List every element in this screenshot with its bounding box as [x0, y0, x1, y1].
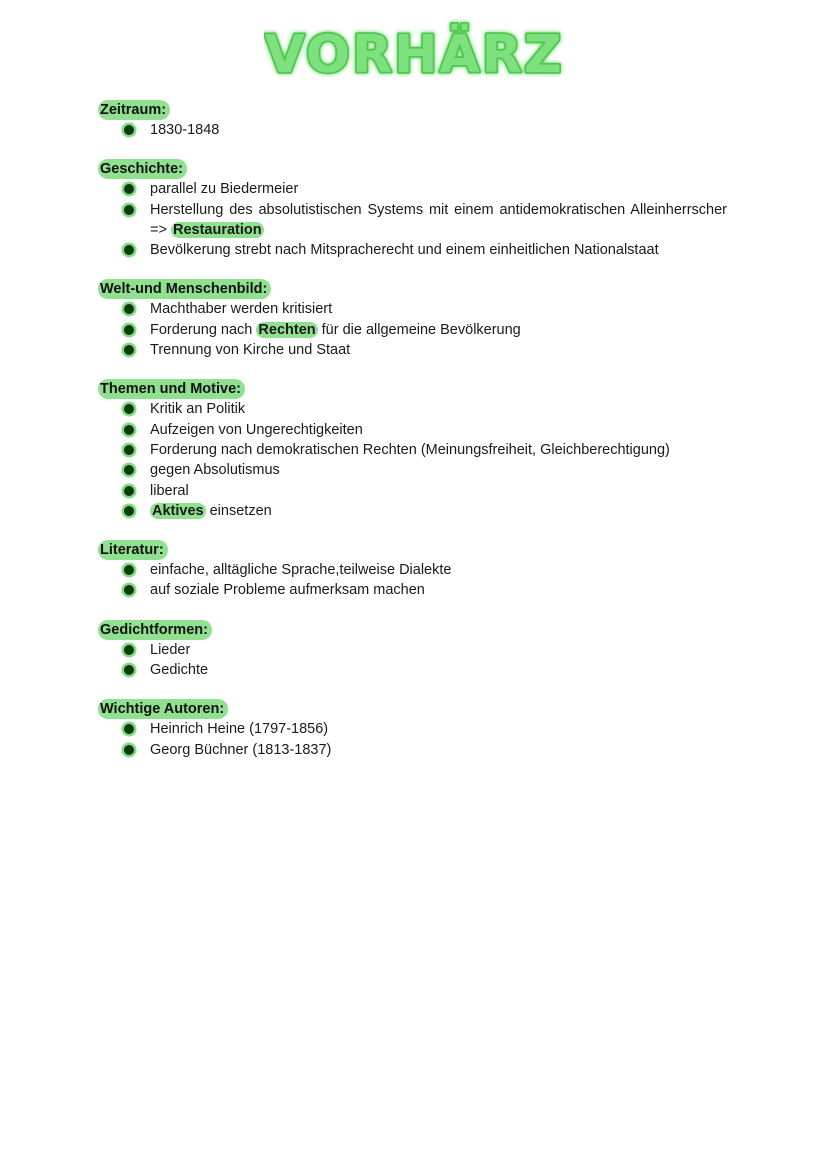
list-item: [150, 240, 727, 260]
section-heading: Gedichtformen:: [98, 620, 212, 640]
bullet-icon: [124, 325, 134, 335]
list-item-text: Trennung von Kirche und Staat: [150, 342, 351, 359]
list-item: [150, 640, 727, 660]
title-lettering: [264, 18, 564, 88]
section-heading: Geschichte:: [98, 159, 187, 179]
bullet-icon: [124, 404, 134, 414]
section: [100, 540, 727, 601]
list-item-text: Machthaber werden kritisiert: [150, 301, 333, 318]
list-item: [150, 200, 727, 241]
list-item: [150, 440, 727, 460]
list-item-text: 1830-1848: [150, 122, 220, 138]
section-heading: Zeitraum:: [98, 100, 170, 120]
list-item: [150, 340, 727, 360]
list-item: [150, 299, 727, 319]
list-item-text: Heinrich Heine (1797-1856): [150, 721, 329, 738]
list-item: [150, 660, 727, 680]
list-item-text: parallel zu Biedermeier: [150, 181, 299, 198]
list-item-text: Kritik an Politik: [150, 401, 246, 418]
bullet-list: [100, 299, 727, 360]
list-item-text: Gedichte: [150, 662, 209, 679]
section-heading: Welt-und Menschenbild:: [98, 279, 271, 299]
bullet-list: [100, 640, 727, 681]
list-item-text: Lieder: [150, 641, 191, 658]
list-item-text: [150, 200, 727, 241]
list-item-text: auf soziale Probleme aufmerksam machen: [150, 582, 425, 599]
list-item: [150, 399, 727, 419]
section: [100, 620, 727, 681]
list-item-text: [150, 503, 272, 519]
bullet-icon: [124, 465, 134, 475]
list-item-text: [150, 322, 521, 338]
list-item: [150, 120, 727, 140]
list-item: [150, 460, 727, 480]
list-item: [150, 481, 727, 501]
list-item-text: liberal: [150, 482, 189, 499]
list-item: [150, 320, 727, 340]
list-item: [150, 719, 727, 739]
item-text-pre: Herstellung des absolutistischen Systems mit einem antidemokratischen Alleinherrscher =>: [150, 201, 727, 238]
section: [100, 159, 727, 260]
bullet-icon: [124, 665, 134, 675]
list-item: [150, 740, 727, 760]
list-item-text: einfache, alltägliche Sprache,teilweise Dialekte: [150, 562, 452, 579]
list-item-text: Forderung nach demokratischen Rechten (Meinungsfreiheit, Gleichberechtigung): [150, 441, 670, 458]
bullet-list: [100, 179, 727, 260]
list-item: [150, 560, 727, 580]
bullet-icon: [124, 304, 134, 314]
bullet-icon: [124, 345, 134, 355]
bullet-icon: [124, 745, 134, 755]
highlighted-term: Rechten: [258, 321, 316, 338]
bullet-icon: [124, 205, 134, 215]
section-heading: Wichtige Autoren:: [98, 699, 228, 719]
list-item-text: Aufzeigen von Ungerechtigkeiten: [150, 421, 363, 438]
bullet-icon: [124, 585, 134, 595]
list-item-text: Bevölkerung strebt nach Mitspracherecht und einem einheitlichen Nationalstaat: [150, 242, 659, 259]
list-item-text: Georg Büchner (1813-1837): [150, 741, 332, 758]
section: [100, 279, 727, 360]
bullet-icon: [124, 445, 134, 455]
bullet-list: [100, 719, 727, 760]
bullet-icon: [124, 425, 134, 435]
section: [100, 699, 727, 760]
bullet-icon: [124, 724, 134, 734]
bullet-icon: [124, 125, 134, 135]
bullet-list: [100, 560, 727, 601]
bullet-icon: [124, 565, 134, 575]
bullet-icon: [124, 506, 134, 516]
item-text-post: einsetzen: [205, 502, 272, 519]
item-text-pre: Forderung nach: [150, 321, 257, 338]
notes-content: [100, 100, 727, 779]
list-item: [150, 420, 727, 440]
bullet-icon: [124, 645, 134, 655]
bullet-icon: [124, 486, 134, 496]
section-heading: Literatur:: [98, 540, 168, 560]
highlighted-term: Restauration: [172, 221, 262, 238]
bullet-icon: [124, 184, 134, 194]
list-item: [150, 501, 727, 521]
highlighted-term: Aktives: [152, 502, 204, 519]
title-text: VORHÄRZ: [264, 25, 564, 85]
section: [100, 379, 727, 521]
bullet-list: [100, 399, 727, 521]
list-item: [150, 580, 727, 600]
item-text-post: für die allgemeine Bevölkerung: [317, 321, 521, 338]
section-heading: Themen und Motive:: [98, 379, 245, 399]
section: [100, 100, 727, 140]
bullet-list: [100, 120, 727, 140]
list-item: [150, 179, 727, 199]
page-title: [0, 18, 828, 98]
bullet-icon: [124, 245, 134, 255]
list-item-text: gegen Absolutismus: [150, 462, 280, 479]
